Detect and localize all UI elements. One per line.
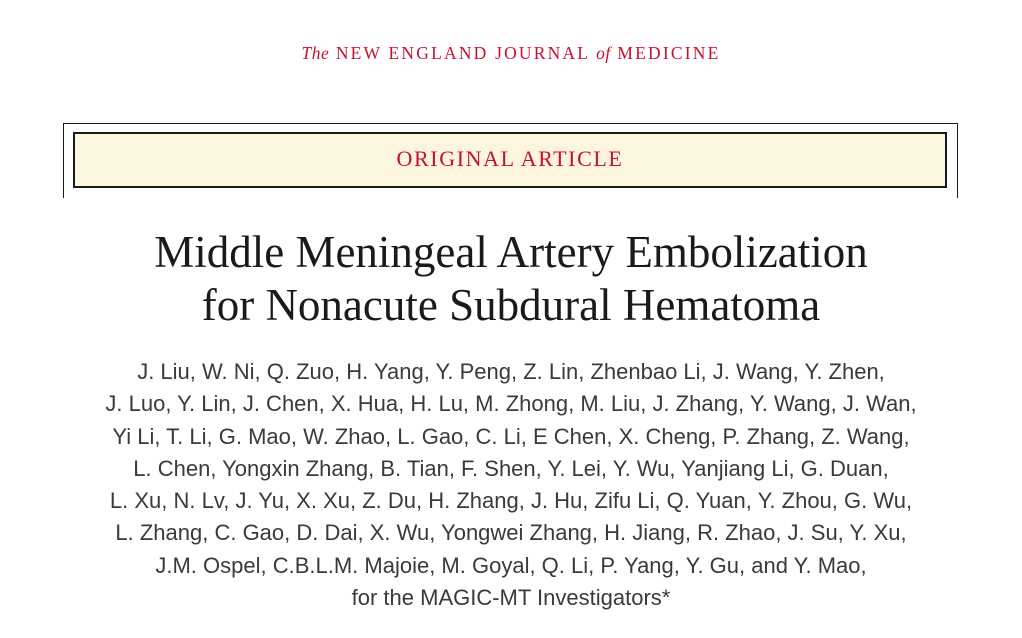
author-line: L. Zhang, C. Gao, D. Dai, X. Wu, Yongwei Zhang, H. Jiang, R. Zhao, J. Su, Y. Xu, bbox=[115, 520, 907, 546]
author-line: J. Luo, Y. Lin, J. Chen, X. Hua, H. Lu, M. Zhong, M. Liu, J. Zhang, Y. Wang, J. Wan, bbox=[105, 391, 917, 417]
journal-masthead bbox=[0, 43, 1022, 64]
author-line: L. Chen, Yongxin Zhang, B. Tian, F. Shen, Y. Lei, Y. Wu, Yanjiang Li, G. Duan, bbox=[133, 455, 889, 481]
article-type-banner bbox=[73, 132, 947, 188]
title-line: for Nonacute Subdural Hematoma bbox=[201, 280, 821, 330]
article-type-label: ORIGINAL ARTICLE bbox=[396, 146, 624, 171]
author-line: Yi Li, T. Li, G. Mao, W. Zhao, L. Gao, C. Li, E Chen, X. Cheng, P. Zhang, Z. Wang, bbox=[112, 423, 910, 449]
investigators-line: for the MAGIC-MT Investigators* bbox=[351, 585, 671, 611]
author-line: L. Xu, N. Lv, J. Yu, X. Xu, Z. Du, H. Zhang, J. Hu, Zifu Li, Q. Yuan, Y. Zhou, G. Wu, bbox=[109, 488, 913, 514]
author-list bbox=[0, 356, 1022, 614]
article-title bbox=[0, 226, 1022, 332]
masthead-medicine: MEDICINE bbox=[617, 43, 721, 63]
masthead-journal: NEW ENGLAND JOURNAL bbox=[335, 43, 590, 63]
author-line: J. Liu, W. Ni, Q. Zuo, H. Yang, Y. Peng, Z. Lin, Zhenbao Li, J. Wang, Y. Zhen, bbox=[137, 359, 885, 384]
masthead-the: The bbox=[301, 43, 330, 63]
author-line: J.M. Ospel, C.B.L.M. Majoie, M. Goyal, Q. Li, P. Yang, Y. Gu, and Y. Mao, bbox=[155, 552, 867, 578]
masthead-of: of bbox=[596, 43, 611, 63]
title-line: Middle Meningeal Artery Embolization bbox=[154, 227, 868, 277]
